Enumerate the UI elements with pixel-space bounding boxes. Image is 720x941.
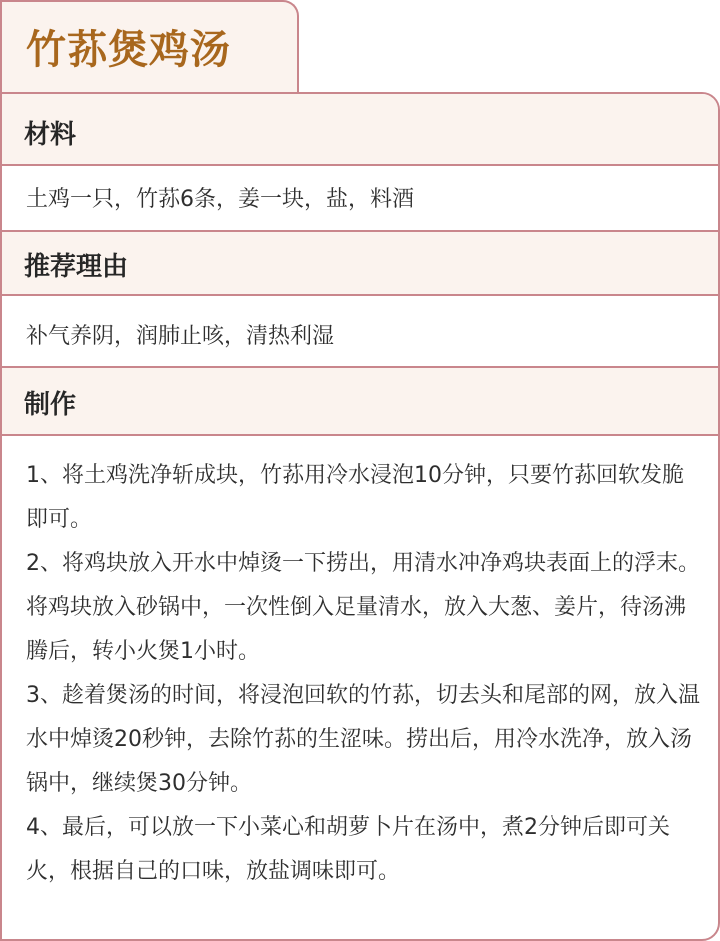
method-heading: 制作 xyxy=(24,390,77,420)
divider xyxy=(2,294,718,296)
recipe-title: 竹荪煲鸡汤 xyxy=(26,27,231,73)
method-step: 3、趁着煲汤的时间，将浸泡回软的竹荪，切去头和尾部的网，放入温水中焯烫20秒钟，去除竹荪的生涩味。捞出后，用冷水洗净，放入汤锅中，继续煲30分钟。 xyxy=(26,683,700,796)
method-steps xyxy=(26,454,702,894)
materials-heading: 材料 xyxy=(24,120,77,150)
method-step: 4、最后，可以放一下小菜心和胡萝卜片在汤中，煮2分钟后即可关火，根据自己的口味，放盐调味即可。 xyxy=(26,815,670,884)
reason-heading: 推荐理由 xyxy=(24,252,129,282)
divider xyxy=(2,434,718,436)
recipe-title-tab xyxy=(0,0,299,92)
method-step: 1、将土鸡洗净斩成块，竹荪用冷水浸泡10分钟，只要竹荪回软发脆即可。 xyxy=(26,463,684,532)
method-header xyxy=(2,368,718,434)
method-step: 2、将鸡块放入开水中焯烫一下捞出，用清水冲净鸡块表面上的浮末。将鸡块放入砂锅中，一次性倒入足量清水，放入大葱、姜片，待汤沸腾后，转小火煲1小时。 xyxy=(26,551,700,664)
divider xyxy=(2,164,718,166)
recipe-card xyxy=(0,92,720,941)
materials-content: 土鸡一只，竹荪6条，姜一块，盐，料酒 xyxy=(26,187,414,212)
reason-content: 补气养阴，润肺止咳，清热利湿 xyxy=(26,324,335,349)
reason-header xyxy=(2,232,718,294)
materials-header xyxy=(2,94,718,164)
